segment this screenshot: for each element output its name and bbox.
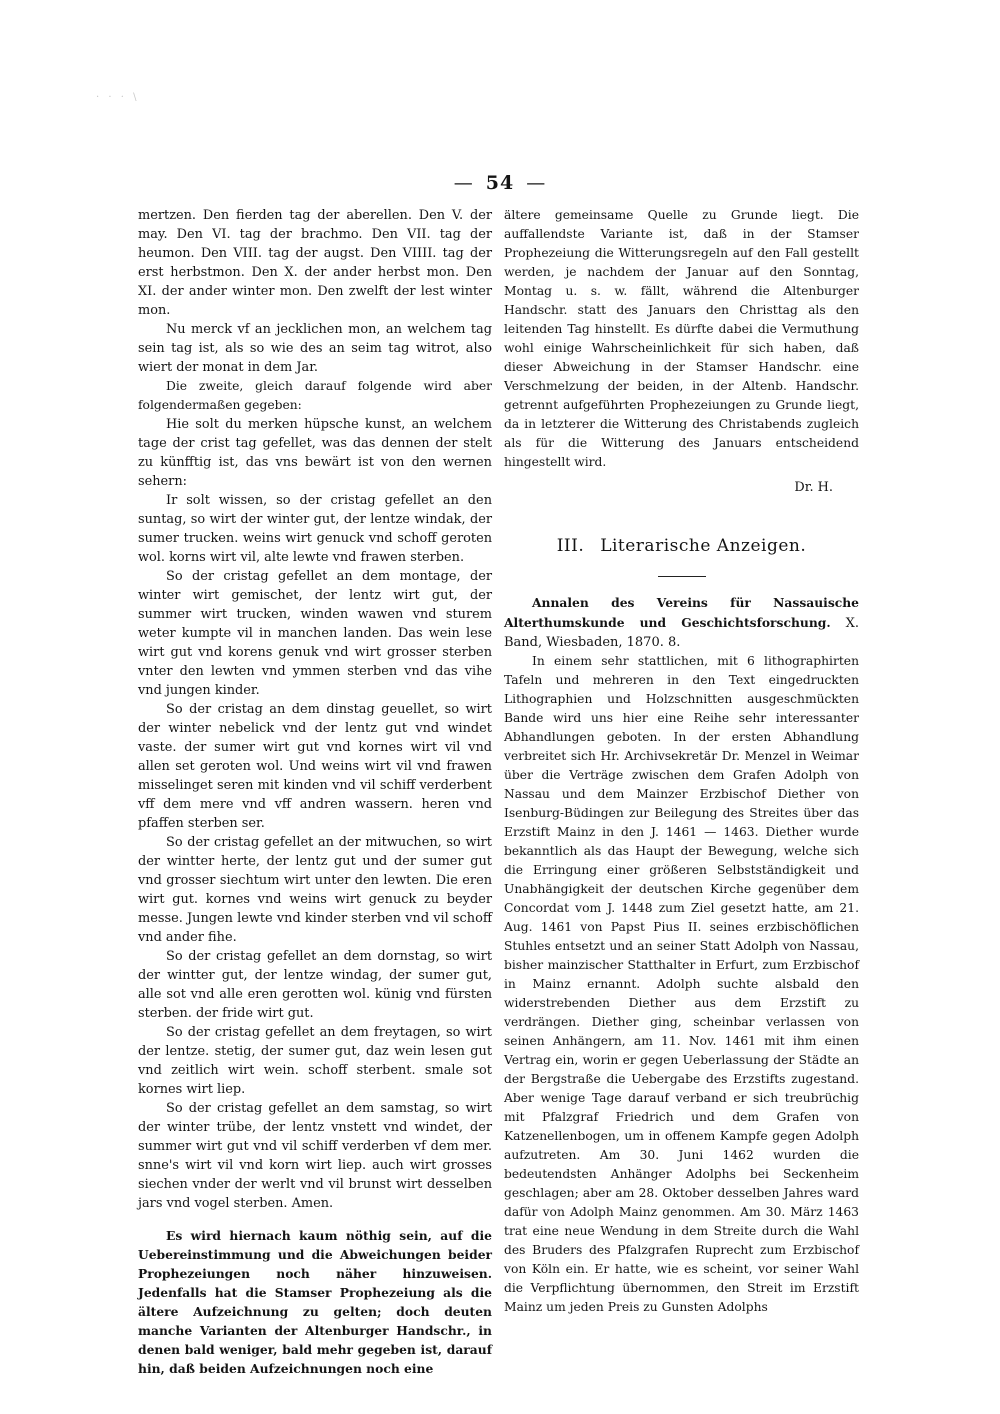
review-body: In einem sehr stattlichen, mit 6 lithographirten Tafeln und mehreren in den Text eingedruckten Lithographien und Holzschnitten ausgeschmückten Bande wird uns hier eine Reihe sehr interessanter Abhandlungen geboten. In der ersten Abhandlung verbreitet sich Hr. Archivsekretär Dr. Menzel in Weimar über die Verträge zwischen dem Grafen Adolph von Nassau und dem Mainzer Erzbischof Diether von Isenburg-Büdingen zur Beilegung des Streites über das Erzstift Mainz in den J. 1461 — 1463. Diether wurde bekanntlich als das Haupt der Bewegung, welche sich die Erringung einer größeren Selbstständigkeit und Unabhängigkeit der deutschen Kirche gegenüber dem Concordat vom J. 1448 zum Ziel gesetzt hatte, am 21. Aug. 1461 von Papst Pius II. seines erzbischöflichen Stuhles entsetzt und an seiner Statt Adolph von Nassau, bisher mainzischer Statthalter in Erfurt, zum Erzbischof in Mainz ernannt. Adolph suchte alsbald den widerstrebenden Diether aus dem Erzstift zu verdrängen. Diether ging, scheinbar verlassen von seinen Anhängern, am 11. Nov. 1461 mit ihm einen Vertrag ein, worin er gegen Ueberlassung der Städte an der Bergstraße die Uebergabe des Erzstifts zugestand. Aber wenige Tage darauf verband er sich treubrüchig mit Pfalzgraf Friedrich und dem Grafen von Katzenellenbogen, um in offenem Kampfe gegen Adolph aufzutreten. Am 30. Juni 1462 wurden die bedeutendsten Anhänger Adolphs bei Seckenheim geschlagen; aber am 28. Oktober desselben Jahres ward dafür von Adolph Mainz genommen. Am 30. März 1463 trat eine neue Wendung in dem Streite durch die Wahl des Bruders des Pfalzgrafen Ruprecht zum Erzbischof von Köln ein. Er hatte, wie es scheint, vor seiner Wahl die Verpflichtung übernommen, den Streit im Erzstift Mainz um jeden Preis zu Gunsten Adolphs xyxy=(504,654,859,1314)
review-title-main: Annalen des Vereins für Nassauische Alterthumskunde und Geschichtsforschung. xyxy=(504,595,859,630)
review-title-details: X. Band, Wiesbaden, 1870. 8. xyxy=(504,616,859,650)
signature: Dr. H. xyxy=(794,480,833,495)
left-column xyxy=(138,206,492,1378)
paragraph: Die zweite, gleich darauf folgende wird aber folgendermaßen gegeben: xyxy=(138,379,492,412)
review-title xyxy=(504,593,859,652)
paragraph: Ir solt wissen, so der cristag gefellet an den suntag, so wirt der winter gut, der lentze windak, der sumer trucken. weins wirt genuck vnd schoff geroten wol. korns wirt vil, alte lewte vnd frawen sterben. xyxy=(138,493,492,565)
paragraph: Nu merck vf an jecklichen mon, an welchem tag sein tag ist, als so wie des an seim tag witrot, also wiert der monat in dem Jar. xyxy=(138,322,492,375)
right-column xyxy=(504,206,859,1317)
paragraph: ältere gemeinsame Quelle zu Grunde liegt. Die auffallendste Variante ist, daß in der Stamser Prophezeiung die Witterungsregeln auf den Fall gestellt werden, je nachdem der Januar auf den Sonntag, Montag u. s. w. fällt, während die Altenburger Handschr. statt des Januars den Christtag als den leitenden Tag hinstellt. Es dürfte dabei die Vermuthung wohl einige Wahrscheinlichkeit für sich haben, daß dieser Abweichung in der Stamser Handschr. eine Verschmelzung der beiden, in der Altenb. Handschr. getrennt aufgeführten Prophezeiungen zu Grunde liegt, da in letzterer die Witterung des Christabends zugleich als für die Witterung des Januars entscheidend hingestellt wird. xyxy=(504,208,859,469)
paragraph: So der cristag gefellet an dem dornstag, so wirt der wintter gut, der lentze windag, der sumer gut, alle sot vnd alle eren gerotten wol. künig vnd fürsten sterben. der fride wirt gut. xyxy=(138,949,492,1021)
section-number: III. xyxy=(556,536,585,556)
section-heading xyxy=(504,537,859,556)
paragraph: Es wird hiernach kaum nöthig sein, auf die Uebereinstimmung und die Abweichungen beider Prophezeiungen noch näher hinzuweisen. Jedenfalls hat die Stamser Prophezeiung als die ältere Aufzeichnung zu gelten; doch deuten manche Varianten der Altenburger Handschr., in denen bald weniger, bald mehr gegeben ist, darauf hin, daß beiden Aufzeichnungen noch eine xyxy=(138,1228,492,1376)
paragraph: Hie solt du merken hüpsche kunst, an welchem tage der crist tag gefellet, was das dennen der stelt zu künfftig ist, das vns bewärt ist von den wernen sehern: xyxy=(138,417,492,489)
paragraph: So der cristag gefellet an dem montage, der winter wirt gemischet, der lentz wirt gut, der summer wirt trucken, winden wawen vnd sturem weter kumpte vil in manchen landen. Das wein lese wirt gut vnd korens genuk vnd wirt grosser sterben vnter den lewten vnd ymmen sterben vnd das vihe vnd jungen kinder. xyxy=(138,569,492,698)
stray-mark: · · · \ xyxy=(96,92,140,103)
page-number: — 54 — xyxy=(453,172,547,194)
paragraph: So der cristag gefellet an dem samstag, so wirt der winter trübe, der lentz vnstett vnd windet, der summer wirt gut vnd vil schiff verderben vf dem mer. snne's wirt vil vnd korn wirt liep. auch wirt grosses siechen vnder der werlt vnd vil brunst wirt desselben jars vnd vogel sterben. Amen. xyxy=(138,1101,492,1211)
paragraph: So der cristag gefellet an der mitwuchen, so wirt der wintter herte, der lentz gut und der sumer gut vnd grosser siechtum wirt unter den lewten. Die eren wirt gut. kornes vnd weins wirt genuck zu beyder messe. Jungen lewte vnd kinder sterben vnd vil schoff vnd ander fihe. xyxy=(138,835,492,945)
section-title: Literarische Anzeigen. xyxy=(600,536,807,556)
paragraph: So der cristag gefellet an dem freytagen, so wirt der lentze. stetig, der sumer gut, daz wein lesen gut vnd zeitlich wirt wein. schoff sterbent. smale sot kornes wirt liep. xyxy=(138,1025,492,1097)
paragraph: So der cristag an dem dinstag geuellet, so wirt der winter nebelick vnd der lentz gut vnd windet vaste. der sumer wirt gut vnd kornes wirt vil vnd allen set geroten wol. Und weins wirt vil vnd frawen misselinget seren mit kinden vnd vil schiff verderbent vff dem mere vnd vff andren wassern. heren vnd pfaffen sterben ser. xyxy=(138,702,492,831)
page-number-value: 54 xyxy=(485,172,515,194)
paragraph: mertzen. Den fierden tag der aberellen. Den V. der may. Den VI. tag der brachmo. Den VII. tag der heumon. Den VIII. tag der augst. Den VIIII. tag der erst herbstmon. Den X. der ander herbst mon. Den XI. der ander winter mon. Den zwelft der lest winter mon. xyxy=(138,208,492,318)
divider-rule xyxy=(658,576,706,577)
